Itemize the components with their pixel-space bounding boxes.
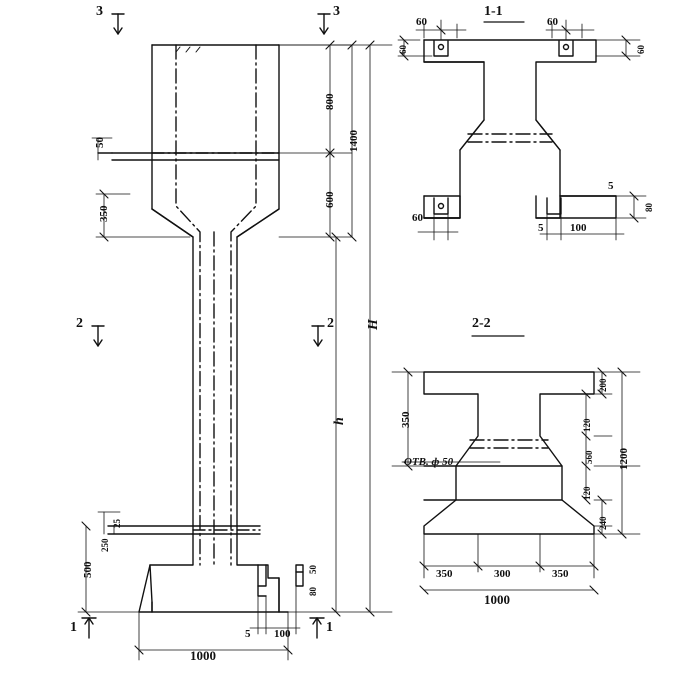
dim-350-left: 350: [98, 205, 110, 222]
s22-note-hole: ОТВ. ф 50: [404, 456, 454, 468]
s22-dim-350-b-left: 350: [436, 568, 453, 580]
s22-dim-300: 300: [494, 568, 511, 580]
s22-dim-560: 560: [584, 450, 594, 464]
mark-1-left: 1: [70, 620, 77, 635]
dim-600: 600: [324, 191, 336, 208]
mark-3-right: 3: [333, 4, 340, 19]
dim-5-bottom: 5: [245, 628, 251, 640]
dim-50-left: 50: [94, 137, 106, 148]
s11-dim-right-5: 5: [608, 180, 614, 192]
s22-dim-1200: 1200: [618, 448, 630, 470]
s11-dim-right-60b: 60: [636, 45, 646, 54]
title-section-2-2: 2-2: [472, 316, 491, 331]
s11-dim-right-80: 80: [644, 203, 654, 212]
s11-dim-left-60: 60: [416, 16, 427, 28]
dim-25: 25: [112, 519, 122, 528]
dim-50-bottom: 50: [308, 565, 318, 574]
mark-2-right: 2: [327, 316, 334, 331]
s22-dim-240: 240: [598, 516, 608, 530]
dim-1000-elevation: 1000: [190, 648, 216, 663]
s11-dim-bottom-5: 5: [538, 222, 544, 234]
dim-500: 500: [82, 561, 94, 578]
dim-H: H: [366, 319, 381, 330]
mark-1-right: 1: [326, 620, 333, 635]
dim-1400: 1400: [348, 130, 360, 152]
dim-800: 800: [324, 93, 336, 110]
s11-dim-bottom-100: 100: [570, 222, 587, 234]
s11-dim-right-60: 60: [547, 16, 558, 28]
s22-dim-1000: 1000: [484, 592, 510, 607]
s22-dim-120-top: 120: [582, 418, 592, 432]
mark-3-left: 3: [96, 4, 103, 19]
dim-250: 250: [100, 538, 110, 552]
s22-dim-200: 200: [598, 378, 608, 392]
dim-80-bottom: 80: [308, 587, 318, 596]
title-section-1-1: 1-1: [484, 4, 503, 19]
dim-100-bottom: 100: [274, 628, 291, 640]
s11-dim-left-60b: 60: [398, 45, 408, 54]
s22-dim-350-b-right: 350: [552, 568, 569, 580]
s22-dim-350-left: 350: [400, 411, 412, 428]
s22-dim-120-bot: 120: [582, 486, 592, 500]
dim-h: h: [332, 417, 347, 425]
mark-2-left: 2: [76, 316, 83, 331]
s11-dim-bottom-60: 60: [412, 212, 423, 224]
